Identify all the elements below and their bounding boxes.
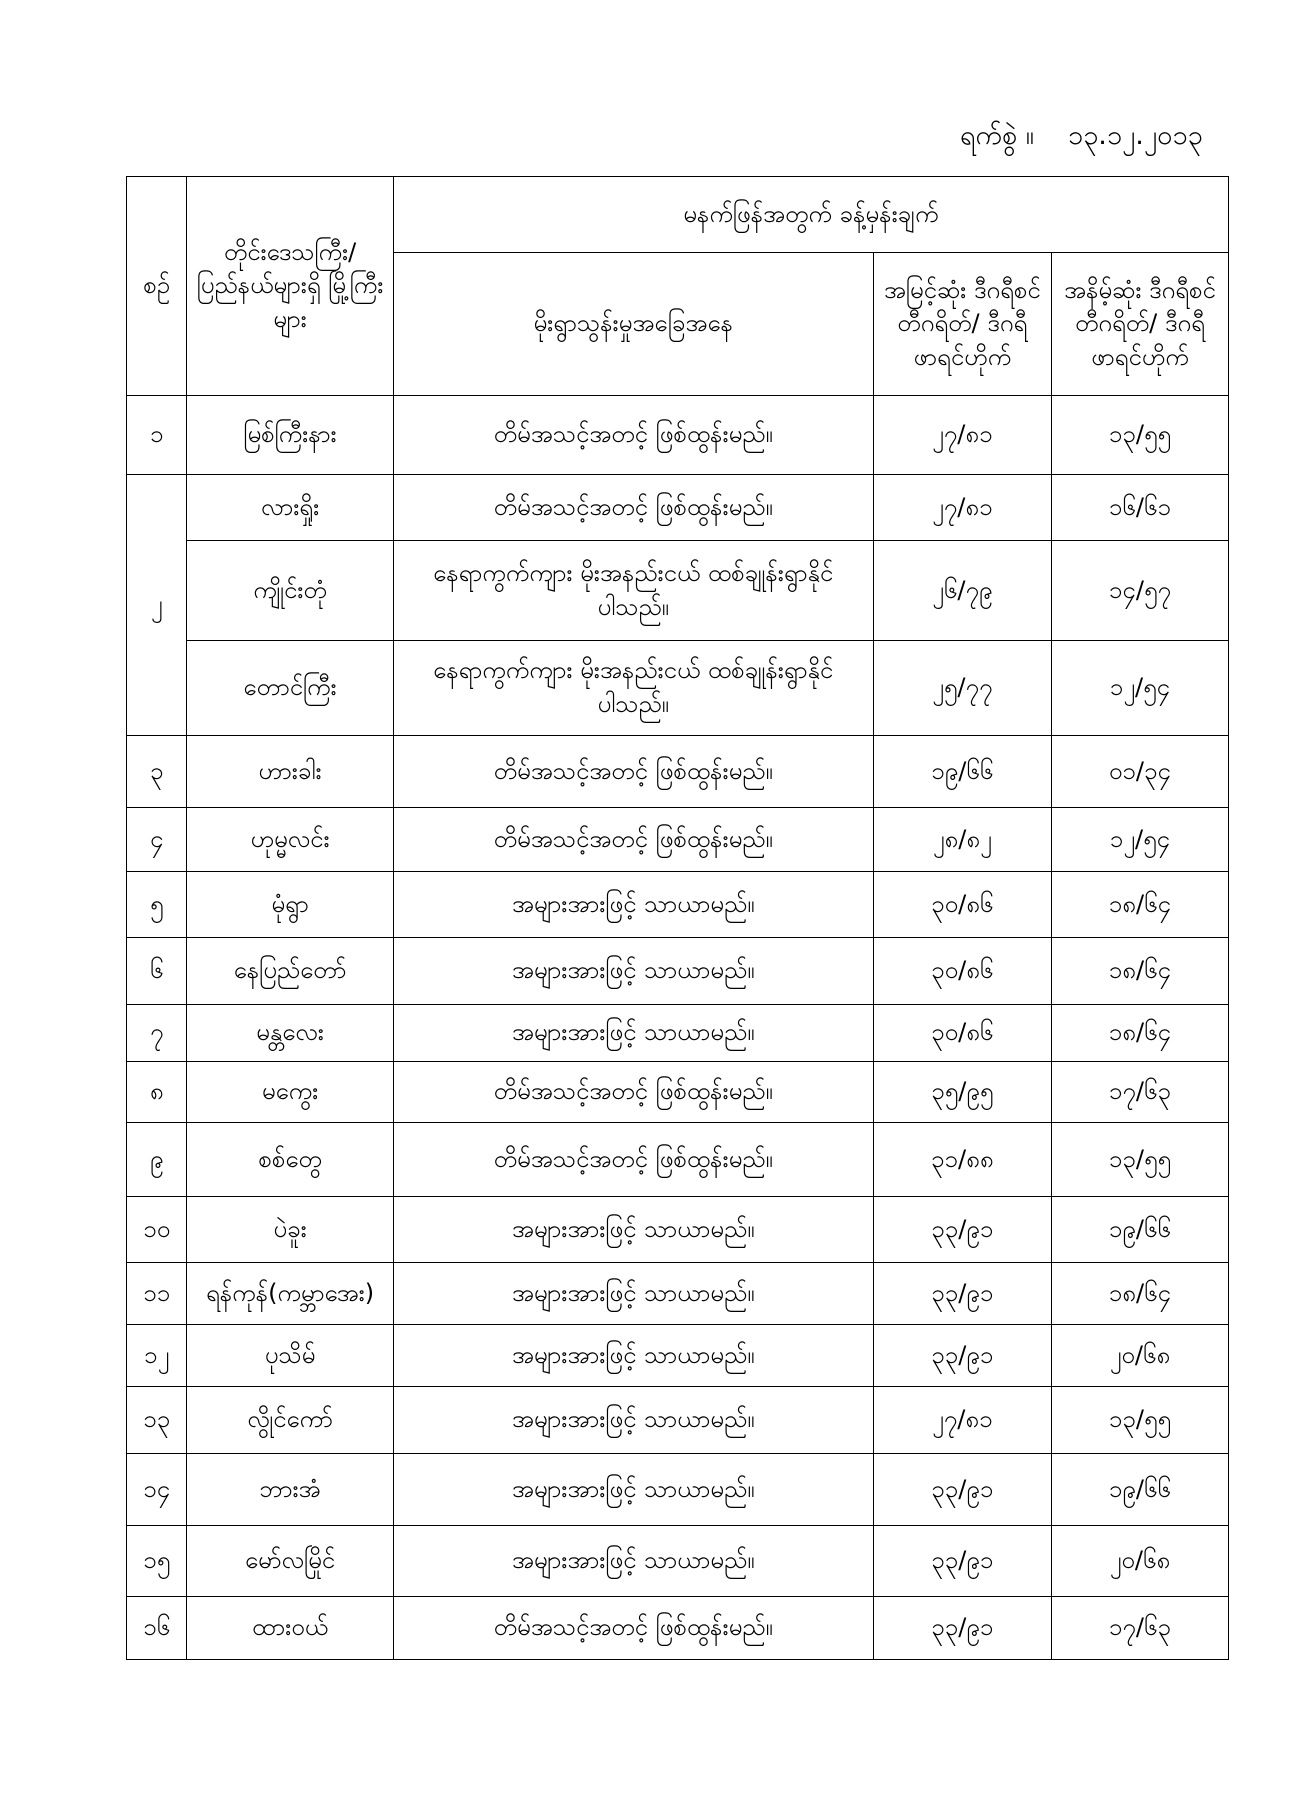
min-temp-cell: ၁၄/၅၇ [1051,541,1228,641]
serial-no-cell: ၂ [127,475,187,736]
city-cell: ရန်ကုန်(ကမ္ဘာအေး) [187,1263,393,1325]
min-temp-cell: ၁၂/၅၄ [1051,641,1228,736]
condition-cell: အများအားဖြင့် သာယာမည်။ [393,1454,873,1526]
min-temp-cell: ၁၈/၆၄ [1051,938,1228,1005]
table-row [127,541,1229,641]
max-temp-cell: ၂၇/၈၁ [873,1387,1051,1454]
condition-cell: အများအားဖြင့် သာယာမည်။ [393,1197,873,1263]
max-temp-cell: ၃၃/၉၁ [873,1263,1051,1325]
max-temp-cell: ၁၉/၆၆ [873,736,1051,808]
table-row [127,736,1229,808]
table-row [127,1597,1229,1660]
serial-no-cell: ၁၄ [127,1454,187,1526]
serial-no-cell: ၁၅ [127,1526,187,1597]
serial-no-cell: ၁၀ [127,1197,187,1263]
table-row [127,1197,1229,1263]
condition-cell: နေရာကွက်ကျား မိုးအနည်းငယ် ထစ်ချုန်းရွာနိုင်ပါသည်။ [393,541,873,641]
table-row [127,808,1229,872]
max-temp-cell: ၂၇/၈၁ [873,396,1051,475]
max-temp-cell: ၃၃/၉၁ [873,1597,1051,1660]
table-row [127,1123,1229,1197]
table-row [127,475,1229,541]
condition-cell: တိမ်အသင့်အတင့် ဖြစ်ထွန်းမည်။ [393,808,873,872]
min-temp-cell: ၁၉/၆၆ [1051,1197,1228,1263]
min-temp-cell: ၁၂/၅၄ [1051,808,1228,872]
table-row [127,396,1229,475]
city-cell: မြစ်ကြီးနား [187,396,393,475]
max-temp-cell: ၂၆/၇၉ [873,541,1051,641]
min-temp-cell: ၁၈/၆၄ [1051,1005,1228,1062]
serial-no-cell: ၁၃ [127,1387,187,1454]
condition-cell: တိမ်အသင့်အတင့် ဖြစ်ထွန်းမည်။ [393,1123,873,1197]
max-temp-cell: ၃၃/၉၁ [873,1454,1051,1526]
city-cell: မော်လမြိုင် [187,1526,393,1597]
serial-no-cell: ၈ [127,1062,187,1123]
serial-no-cell: ၉ [127,1123,187,1197]
min-temp-cell: ၁၃/၅၅ [1051,1387,1228,1454]
header-forecast-group: မနက်ဖြန်အတွက် ခန့်မှန်းချက် [393,177,1228,253]
serial-no-cell: ၆ [127,938,187,1005]
condition-cell: တိမ်အသင့်အတင့် ဖြစ်ထွန်းမည်။ [393,736,873,808]
city-cell: ထားဝယ် [187,1597,393,1660]
max-temp-cell: ၃၁/၈၈ [873,1123,1051,1197]
condition-cell: တိမ်အသင့်အတင့် ဖြစ်ထွန်းမည်။ [393,1597,873,1660]
condition-cell: အများအားဖြင့် သာယာမည်။ [393,1387,873,1454]
city-cell: ပုသိမ် [187,1325,393,1387]
forecast-table-body [127,396,1229,1660]
max-temp-cell: ၃၃/၉၁ [873,1325,1051,1387]
serial-no-cell: ၁၁ [127,1263,187,1325]
header-min-temp: အနိမ့်ဆုံး ဒီဂရီစင်တီဂရိတ်/ ဒီဂရီဖာရင်ဟိုက် [1051,253,1228,396]
city-cell: စစ်တွေ [187,1123,393,1197]
table-row [127,641,1229,736]
max-temp-cell: ၂၅/၇၇ [873,641,1051,736]
condition-cell: တိမ်အသင့်အတင့် ဖြစ်ထွန်းမည်။ [393,475,873,541]
min-temp-cell: ၁၈/၆၄ [1051,872,1228,938]
min-temp-cell: ၂၀/၆၈ [1051,1325,1228,1387]
condition-cell: တိမ်အသင့်အတင့် ဖြစ်ထွန်းမည်။ [393,396,873,475]
serial-no-cell: ၅ [127,872,187,938]
date-value: ၁၃.၁၂.၂၀၁၃ [1067,120,1203,151]
table-row [127,1454,1229,1526]
city-cell: မန္တလေး [187,1005,393,1062]
table-row [127,938,1229,1005]
condition-cell: အများအားဖြင့် သာယာမည်။ [393,1325,873,1387]
condition-cell: အများအားဖြင့် သာယာမည်။ [393,938,873,1005]
serial-no-cell: ၁၆ [127,1597,187,1660]
table-row [127,1387,1229,1454]
date-line [960,118,1210,158]
max-temp-cell: ၃၀/၈၆ [873,872,1051,938]
condition-cell: အများအားဖြင့် သာယာမည်။ [393,1263,873,1325]
serial-no-cell: ၁ [127,396,187,475]
min-temp-cell: ၁၇/၆၃ [1051,1062,1228,1123]
city-cell: မကွေး [187,1062,393,1123]
max-temp-cell: ၃၀/၈၆ [873,938,1051,1005]
serial-no-cell: ၇ [127,1005,187,1062]
table-row [127,872,1229,938]
condition-cell: တိမ်အသင့်အတင့် ဖြစ်ထွန်းမည်။ [393,1062,873,1123]
header-serial-no: စဉ် [127,177,187,396]
table-row [127,1062,1229,1123]
min-temp-cell: ၂၀/၆၈ [1051,1526,1228,1597]
header-city: တိုင်းဒေသကြီး/ ပြည်နယ်များရှိ မြို့ကြီးများ [187,177,393,396]
city-cell: ကျိုင်းတုံ [187,541,393,641]
min-temp-cell: ၁၃/၅၅ [1051,396,1228,475]
city-cell: ဘားအံ [187,1454,393,1526]
min-temp-cell: ၁၃/၅၅ [1051,1123,1228,1197]
city-cell: ဟုမ္မလင်း [187,808,393,872]
max-temp-cell: ၂၈/၈၂ [873,808,1051,872]
city-cell: ပဲခူး [187,1197,393,1263]
forecast-table [126,176,1229,1660]
city-cell: တောင်ကြီး [187,641,393,736]
city-cell: လားရှိုး [187,475,393,541]
table-row [127,1005,1229,1062]
min-temp-cell: ၁၈/၆၄ [1051,1263,1228,1325]
max-temp-cell: ၃၃/၉၁ [873,1526,1051,1597]
serial-no-cell: ၁၂ [127,1325,187,1387]
min-temp-cell: ၁၇/၆၃ [1051,1597,1228,1660]
header-condition: မိုးရွာသွန်းမှုအခြေအနေ [393,253,873,396]
max-temp-cell: ၃၃/၉၁ [873,1197,1051,1263]
condition-cell: အများအားဖြင့် သာယာမည်။ [393,1526,873,1597]
date-label: ရက်စွဲ ။ [960,120,1034,151]
min-temp-cell: ၁၆/၆၁ [1051,475,1228,541]
table-row [127,1526,1229,1597]
serial-no-cell: ၄ [127,808,187,872]
condition-cell: အများအားဖြင့် သာယာမည်။ [393,1005,873,1062]
city-cell: လွိုင်ကော် [187,1387,393,1454]
min-temp-cell: ၁၉/၆၆ [1051,1454,1228,1526]
city-cell: မုံရွာ [187,872,393,938]
table-row [127,1325,1229,1387]
condition-cell: နေရာကွက်ကျား မိုးအနည်းငယ် ထစ်ချုန်းရွာနိုင်ပါသည်။ [393,641,873,736]
header-max-temp: အမြင့်ဆုံး ဒီဂရီစင်တီဂရိတ်/ ဒီဂရီဖာရင်ဟိုက် [873,253,1051,396]
max-temp-cell: ၂၇/၈၁ [873,475,1051,541]
city-cell: ဟားခါး [187,736,393,808]
city-cell: နေပြည်တော် [187,938,393,1005]
serial-no-cell: ၃ [127,736,187,808]
max-temp-cell: ၃၅/၉၅ [873,1062,1051,1123]
min-temp-cell: ၀၁/၃၄ [1051,736,1228,808]
condition-cell: အများအားဖြင့် သာယာမည်။ [393,872,873,938]
max-temp-cell: ၃၀/၈၆ [873,1005,1051,1062]
table-row [127,1263,1229,1325]
